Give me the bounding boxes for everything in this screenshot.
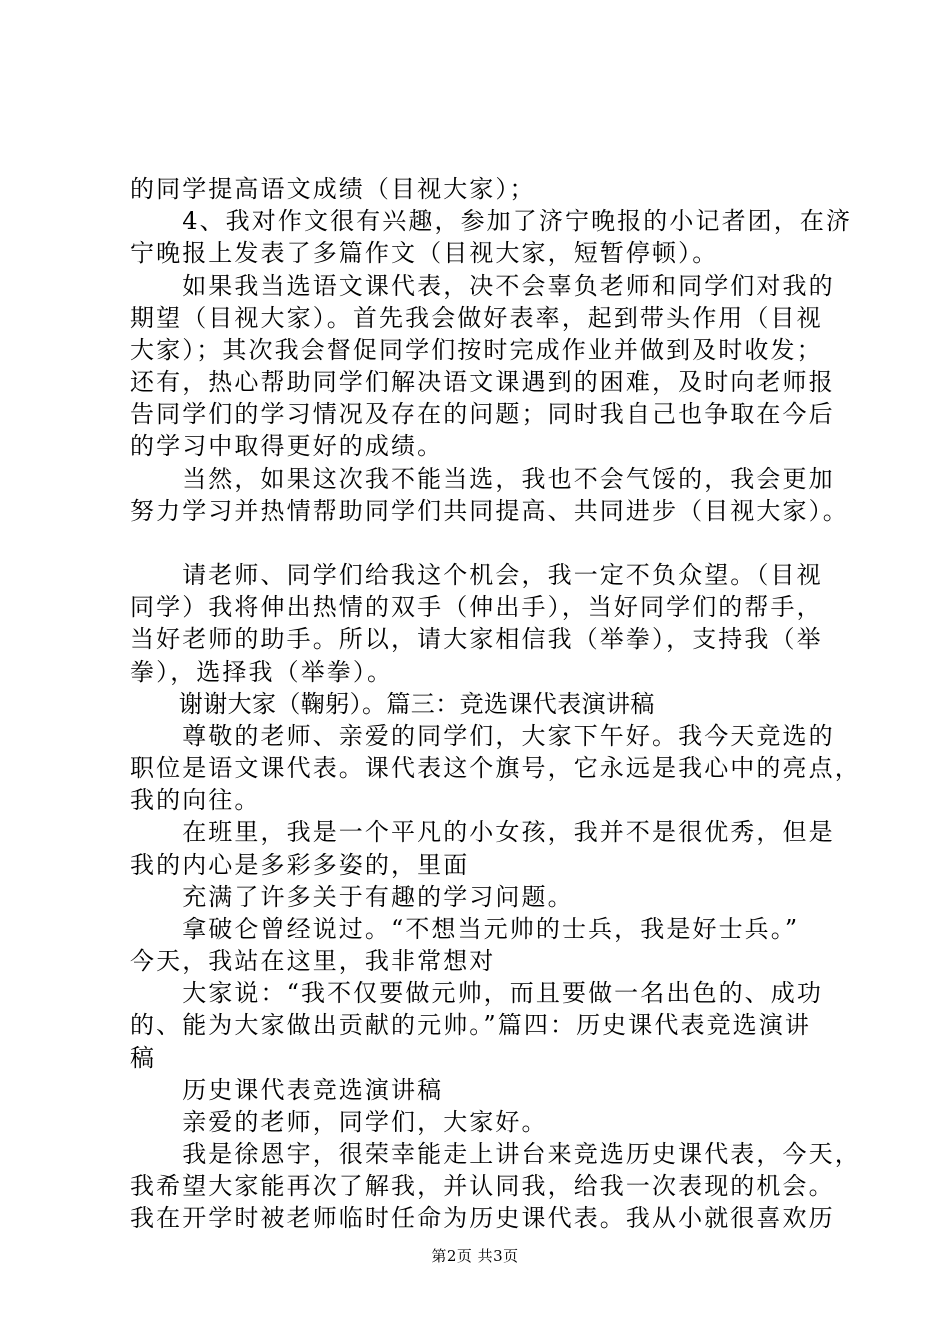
text-line: 我是徐恩宇，很荣幸能走上讲台来竞选历史课代表，今天， <box>130 1140 861 1168</box>
text-line: 的学习中取得更好的成绩。 <box>130 432 444 460</box>
text-line: 职位是语文课代表。课代表这个旗号，它永远是我心中的亮点， <box>130 754 861 782</box>
text-line: 4、我对作文很有兴趣，参加了济宁晚报的小记者团，在济 <box>130 207 853 235</box>
text-line: 当然，如果这次我不能当选，我也不会气馁的，我会更加 <box>130 465 835 493</box>
text-line: 同学）我将伸出热情的双手（伸出手），当好同学们的帮手， <box>130 593 823 621</box>
text-line: 还有，热心帮助同学们解决语文课遇到的困难，及时向老师报 <box>130 368 835 396</box>
text-line: 在班里，我是一个平凡的小女孩，我并不是很优秀，但是 <box>130 818 835 846</box>
page-footer: 第2页 共3页 <box>431 1247 519 1265</box>
text-line: 拿破仑曾经说过。“不想当元帅的士兵，我是好士兵。” <box>130 915 800 943</box>
text-line: 我希望大家能再次了解我，并认同我，给我一次表现的机会。 <box>130 1172 835 1200</box>
text-line: 宁晚报上发表了多篇作文（目视大家，短暂停顿）。 <box>130 239 719 267</box>
text-line: 努力学习并热情帮助同学们共同提高、共同进步（目视大家）。 <box>130 497 849 525</box>
text-line: 稿 <box>130 1044 157 1072</box>
text-line: 请老师、同学们给我这个机会，我一定不负众望。（目视 <box>130 561 823 589</box>
text-line: 亲爱的老师，同学们，大家好。 <box>130 1108 548 1136</box>
text-line: 谢谢大家（鞠躬）。篇三：竞选课代表演讲稿 <box>130 690 655 718</box>
text-line: 今天，我站在这里，我非常想对 <box>130 947 496 975</box>
text-line: 我在开学时被老师临时任命为历史课代表。我从小就很喜欢历 <box>130 1204 835 1232</box>
text-line: 大家）；其次我会督促同学们按时完成作业并做到及时收发； <box>130 336 823 364</box>
text-line: 历史课代表竞选演讲稿 <box>130 1076 444 1104</box>
text-line: 如果我当选语文课代表，决不会辜负老师和同学们对我的 <box>130 272 835 300</box>
text-line: 的、能为大家做出贡献的元帅。”篇四：历史课代表竞选演讲 <box>130 1011 811 1039</box>
text-line: 的同学提高语文成绩（目视大家）； <box>130 175 536 203</box>
text-line: 我的向往。 <box>130 786 261 814</box>
text-line: 期望（目视大家）。首先我会做好表率，起到带头作用（目视 <box>130 304 823 332</box>
text-line: 大家说：“我不仅要做元帅，而且要做一名出色的、成功 <box>130 979 823 1007</box>
text-line: 充满了许多关于有趣的学习问题。 <box>130 883 574 911</box>
text-line: 尊敬的老师、亲爱的同学们，大家下午好。我今天竞选的 <box>130 722 835 750</box>
text-line: 我的内心是多彩多姿的，里面 <box>130 851 470 879</box>
text-line: 告同学们的学习情况及存在的问题；同时我自己也争取在今后 <box>130 400 835 428</box>
text-line: 拳），选择我（举拳）。 <box>130 658 394 686</box>
text-line: 当好老师的助手。所以，请大家相信我（举拳），支持我（举 <box>130 625 823 653</box>
